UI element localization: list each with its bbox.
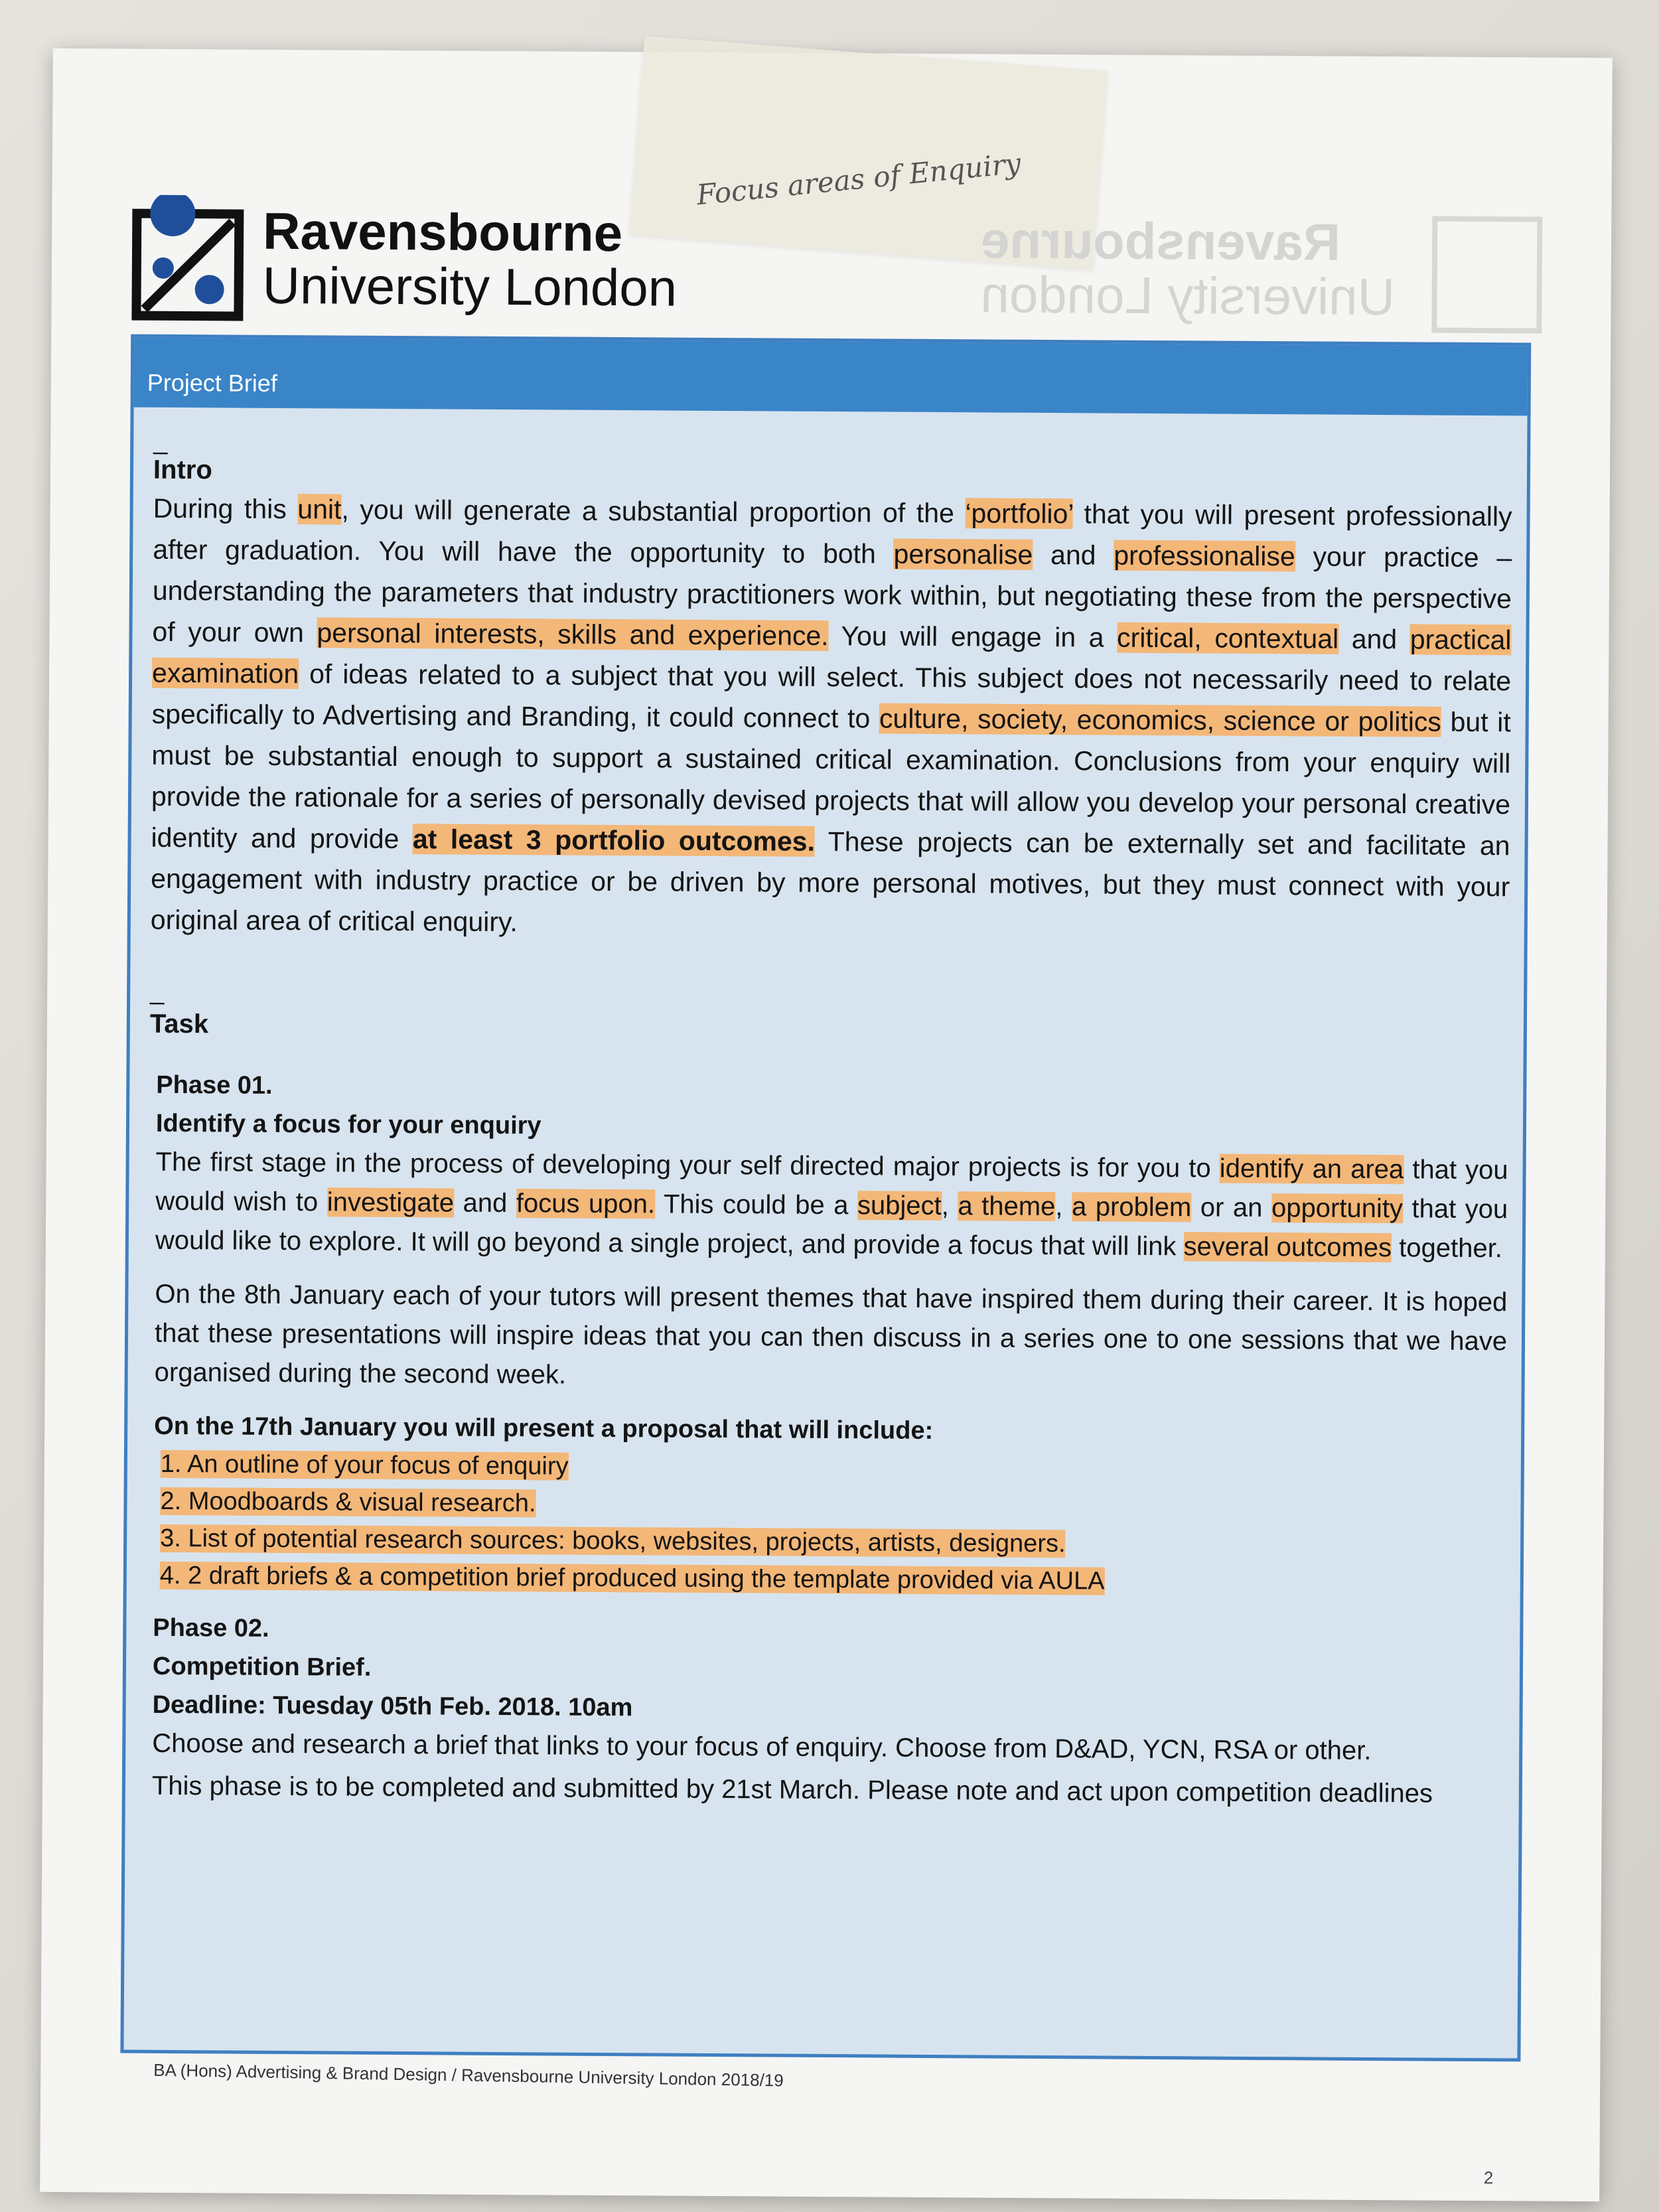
intro-highlight: practical examination [152,624,1512,690]
phase1-text: , [1055,1192,1072,1222]
phase-01-label: Phase 01. [156,1070,273,1100]
section-dash: _ [153,427,168,455]
show-through-logo [980,210,1412,327]
intro-text: your practice – understanding the parameters that industry practitioners work within, but negotiating these from the perspective of your own [152,541,1512,648]
show-through-line-2: University London [980,265,1396,327]
phase1-highlight: opportunity [1271,1193,1404,1224]
brief-header: Project Brief [134,338,1528,416]
phase-02-title: Competition Brief. [152,1652,372,1682]
paper-sheet [40,48,1613,2201]
phase-01-paragraph-2: On the 8th January each of your tutors will present themes that have inspired them during their career. It is hoped that these presentations will inspire ideas that you can then discuss in a series one to one sessions that we have organised during the second week. [154,1279,1508,1390]
intro-highlight: critical, contextual [1116,622,1339,654]
logo-line-1: Ravensbourne [262,201,623,263]
phase1-text: and [453,1188,516,1218]
phase-02-label: Phase 02. [153,1613,269,1643]
intro-text: , you will generate a substantial proportion of the [341,494,966,529]
intro-text: These projects can be externally set and facilitate an engagement with industry practice or be driven by more personal motives, but they must connect with your original area of critical enquiry. [150,826,1510,938]
phase1-text: or an [1191,1193,1272,1223]
intro-highlight: unit [297,494,342,525]
university-logo [131,195,677,325]
phase1-text: together. [1391,1233,1503,1264]
intro-highlight: professionalise [1114,540,1295,572]
intro-text: that you will present professionally after graduation. You will have the opportunity to both [153,498,1512,569]
phase-02-paragraph: Choose and research a brief that links to your focus of enquiry. Choose from D&AD, YCN, RSA or other. [152,1728,1372,1766]
phase1-highlight: several outcomes [1183,1232,1392,1263]
phase1-text: that you would like to explore. It will go beyond a single project, and provide a focus that will link [155,1194,1508,1262]
list-item-text: 1. An outline of your focus of enquiry [160,1449,569,1481]
proposal-heading: On the 17th January you will present a proposal that will include: [154,1412,934,1445]
phase1-highlight: identify an area [1219,1153,1404,1185]
intro-title: Intro [153,455,213,485]
intro-text: You will engage in a [828,621,1118,653]
show-through-line-1: Ravensbourne [980,210,1341,271]
page-footer: BA (Hons) Advertising & Brand Design / Ravensbourne University London 2018/19 [153,2059,784,2091]
page-number: 2 [1483,2168,1494,2188]
list-item-text: 3. List of potential research sources: books, websites, projects, artists, designers. [160,1524,1066,1558]
phase1-highlight: focus upon. [516,1189,656,1219]
project-brief-panel [120,334,1531,2062]
intro-text: and [1338,623,1410,655]
intro-highlight: culture, society, economics, science or politics [879,703,1442,737]
list-item-text: 2. Moodboards & visual research. [160,1487,536,1518]
intro-text: of ideas related to a subject that you will select. This subject does not necessarily need to relate specifically to Advertising and Branding, it could connect to [151,658,1512,734]
phase1-text: , [941,1191,958,1221]
handwritten-note: Focus areas of Enquiry [695,147,1023,212]
phase-02-deadline: Deadline: Tuesday 05th Feb. 2018. 10am [152,1690,633,1722]
phase1-highlight: a theme [958,1191,1056,1222]
phase-01-title: Identify a focus for your enquiry [155,1109,541,1140]
phase1-highlight: investigate [326,1187,455,1218]
phase-01-paragraph [155,1143,1508,1268]
intro-text: During this [153,492,298,525]
phase1-text: The first stage in the process of developing your self directed major projects is for you to [155,1147,1220,1183]
intro-highlight: personalise [893,538,1033,570]
intro-highlight: at least 3 portfolio outcomes. [412,824,816,857]
intro-paragraph [151,488,1512,948]
intro-text: but it must be substantial enough to support a sustained critical examination. Conclusions from your enquiry will provide the rationale for a series of personally devised projects that will allow you develop your personal creative identity and provide [151,706,1511,855]
show-through-logo-mark-icon [1431,216,1542,334]
task-title: Task [149,1009,209,1039]
phase-02-paragraph-2: This phase is to be completed and submitted by 21st March. Please note and act upon competition deadlines [151,1771,1433,1808]
proposal-list [160,1445,1506,1602]
phase1-text: that you would wish to [155,1155,1508,1217]
intro-highlight: ‘portfolio’ [965,498,1074,530]
intro-highlight: personal interests, skills and experience. [317,617,829,652]
section-dash: _ [150,977,165,1005]
phase1-text: This could be a [654,1189,858,1220]
list-item-text: 4. 2 draft briefs & a competition brief produced using the template provided via AULA [159,1561,1105,1595]
phase1-highlight: subject [857,1191,942,1221]
logo-mark-icon [131,195,244,322]
phase1-highlight: a problem [1071,1192,1192,1222]
logo-line-2: University London [262,256,678,317]
intro-text: and [1033,539,1114,571]
